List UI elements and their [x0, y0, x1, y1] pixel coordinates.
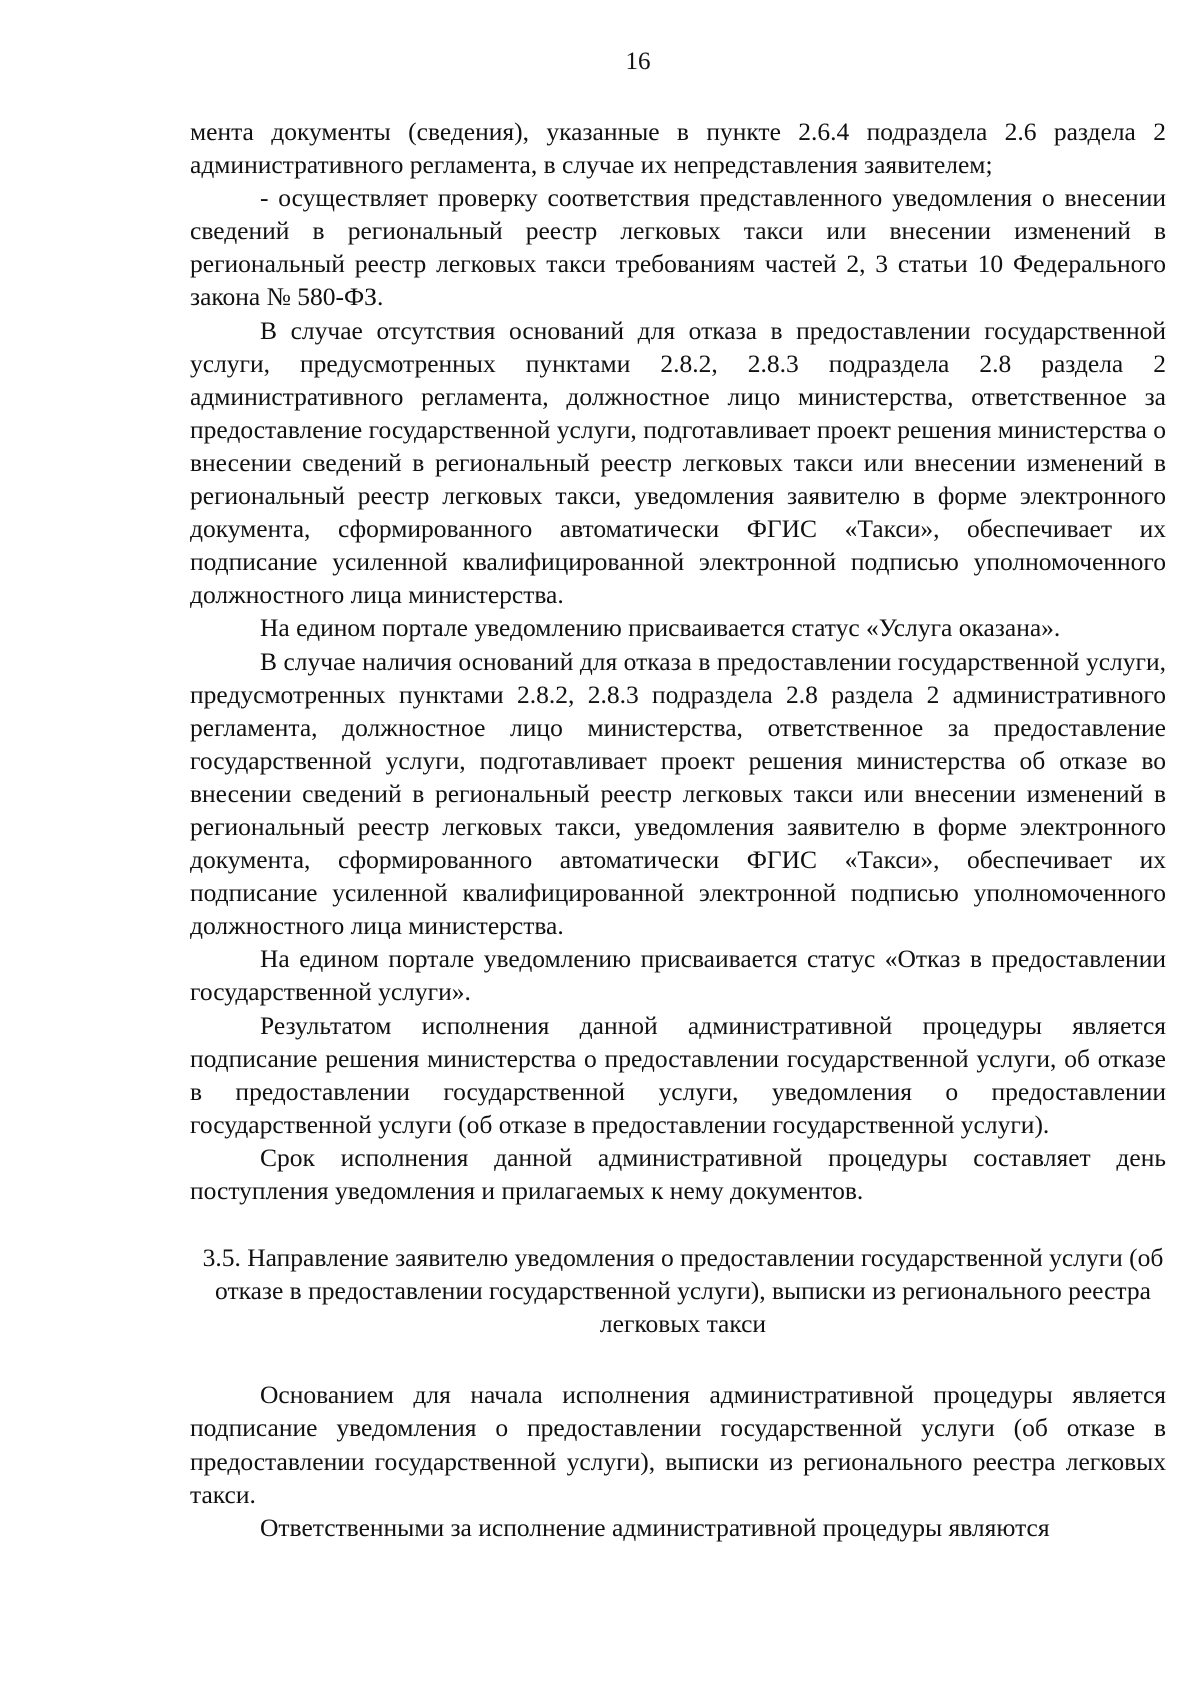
paragraph-status-refusal: На едином портале уведомлению присваивается статус «Отказ в предоставлении государственной услуги». — [190, 944, 1166, 1007]
paragraph-status-service-provided: На едином портале уведомлению присваивается статус «Услуга оказана». — [260, 613, 1061, 643]
paragraph-procedure-term: Срок исполнения данной административной процедуры составляет день поступления уведомления и прилагаемых к нему документов. — [190, 1142, 1166, 1205]
paragraph-responsible: Ответственными за исполнение административной процедуры являются — [260, 1512, 1050, 1542]
page-number: 16 — [625, 48, 651, 75]
paragraph-continuation: мента документы (сведения), указанные в пункте 2.6.4 подраздела 2.6 раздела 2 административного регламента, в случае их непредставления заявителем; — [190, 117, 1166, 180]
paragraph-no-refusal-grounds: В случае отсутствия оснований для отказа в предоставлении государственной услуги, предусмотренных пунктами 2.8.2, 2.8.3 подраздела 2.8 раздела 2 административного регламента, должностное лицо министерства, ответственное за предоставление государственной услуги, подготавливает проект решения министерства о внесении сведений в региональный реестр легковых такси или внесении изменений в региональный реестр легковых такси, уведомления заявителю в форме электронного документа, сформированного автоматически ФГИС «Такси», обеспечивает их подписание усиленной квалифицированной электронной подписью уполномоченного должностного лица министерства. — [190, 315, 1166, 610]
paragraph-procedure-basis: Основанием для начала исполнения административной процедуры является подписание уведомления о предоставлении государственной услуги (об отказе в предоставлении государственной услуги), выписки из регионального реестра легковых такси. — [190, 1380, 1166, 1509]
section-heading: 3.5. Направление заявителю уведомления о предоставлении государственной услуги (об отказе в предоставлении государственной услуги), выписки из регионального реестра легковых такси — [202, 1243, 1164, 1339]
paragraph-refusal-grounds: В случае наличия оснований для отказа в предоставлении государственной услуги, предусмотренных пунктами 2.8.2, 2.8.3 подраздела 2.8 раздела 2 административного регламента, должностное лицо министерства, ответственное за предоставление государственной услуги, подготавливает проект решения министерства об отказе во внесении сведений в региональный реестр легковых такси или внесении изменений в региональный реестр легковых такси, уведомления заявителю в форме электронного документа, сформированного автоматически ФГИС «Такси», обеспечивает их подписание усиленной квалифицированной электронной подписью уполномоченного должностного лица министерства. — [190, 646, 1166, 941]
paragraph-verification: - осуществляет проверку соответствия представленного уведомления о внесении сведений в региональный реестр легковых такси или внесении изменений в региональный реестр легковых такси требованиям частей 2, 3 статьи 10 Федерального закона № 580-ФЗ. — [190, 183, 1166, 312]
document-body — [190, 115, 1166, 1544]
paragraph-procedure-result: Результатом исполнения данной административной процедуры является подписание решения министерства о предоставлении государственной услуги, об отказе в предоставлении государственной услуги, уведомления о предоставлении государственной услуги (об отказе в предоставлении государственной услуги). — [190, 1010, 1166, 1139]
